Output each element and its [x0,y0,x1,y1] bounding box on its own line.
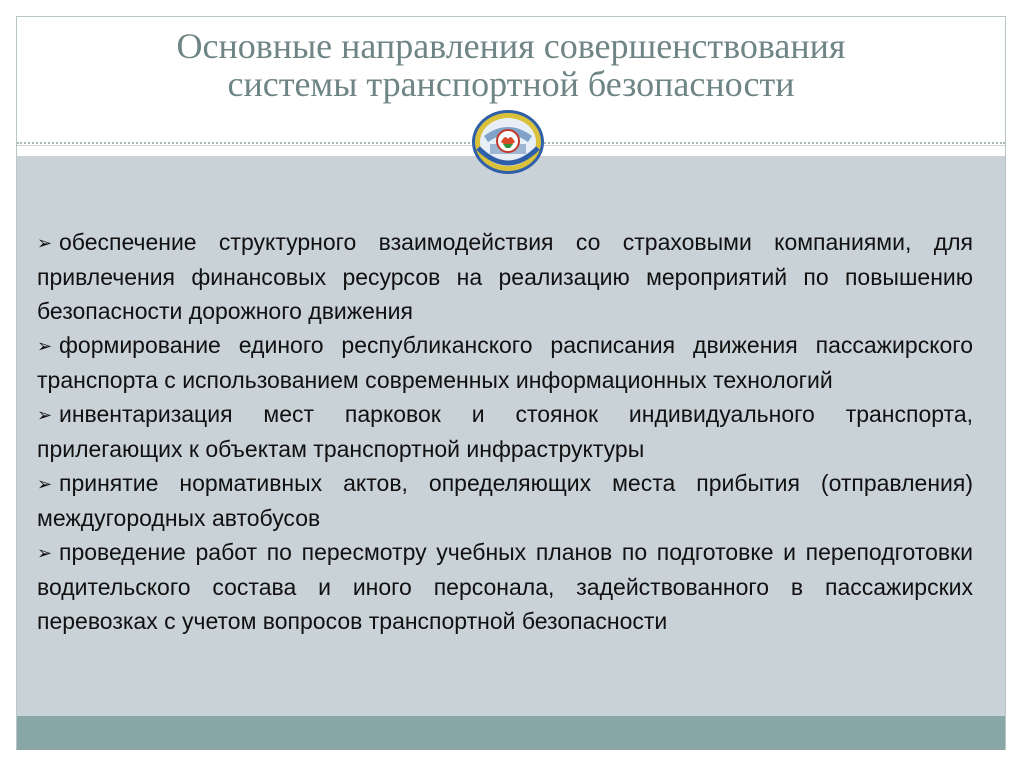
list-item [37,397,973,466]
arrow-bullet-icon: ➢ [37,405,53,425]
arrow-bullet-icon: ➢ [37,543,53,563]
slide-title [17,27,1005,103]
list-item [37,535,973,638]
bullet-list [37,225,973,638]
list-item [37,225,973,328]
list-item [37,466,973,535]
bullet-text: формирование единого республиканского расписания движения пассажирского транспорта с использованием современных информационных технологий [37,332,973,393]
bottom-band [17,716,1005,750]
arrow-bullet-icon: ➢ [37,233,53,253]
bullet-text: проведение работ по пересмотру учебных планов по подготовке и переподготовки водительского состава и иного персонала, задействованного в пассажирских перевозках с учетом вопросов транспортной безопасности [37,539,973,634]
bullet-text: обеспечение структурного взаимодействия со страховыми компаниями, для привлечения финансовых ресурсов на реализацию мероприятий по повышению безопасности дорожного движения [37,229,973,324]
bullet-text: принятие нормативных актов, определяющих места прибытия (отправления) междугородных автобусов [37,470,973,531]
list-item [37,328,973,397]
arrow-bullet-icon: ➢ [37,474,53,494]
transport-security-emblem-icon [470,108,546,176]
bullet-text: инвентаризация мест парковок и стоянок индивидуального транспорта, прилегающих к объектам транспортной инфраструктуры [37,401,973,462]
arrow-bullet-icon: ➢ [37,336,53,356]
title-line-2: системы транспортной безопасности [227,64,795,104]
title-line-1: Основные направления совершенствования [176,26,846,66]
